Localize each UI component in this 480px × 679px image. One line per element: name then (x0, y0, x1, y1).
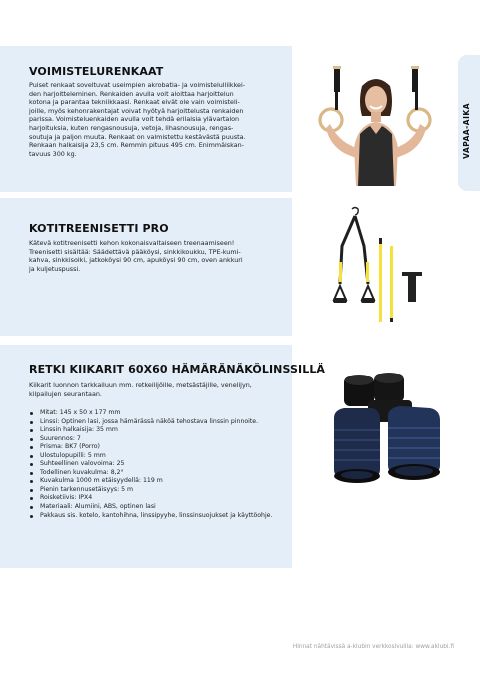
product-panel-home-training-set (0, 198, 292, 336)
binoculars-photo (330, 370, 450, 490)
spec-item: Prisma: BK7 (Porro) (29, 443, 289, 452)
product-description (29, 239, 281, 273)
spec-item: Ulostulopupilli: 5 mm (29, 452, 289, 461)
product-specs-list (29, 409, 289, 520)
spec-item: Pienin tarkennusetäisyys: 5 m (29, 486, 289, 495)
description-line: den harjoitteleminen. Renkaiden avulla voit aloittaa harjoittelun (29, 89, 234, 98)
spec-item: Pakkaus sis. kotelo, kantohihna, linssipyyhe, linssinsuojukset ja käyttöohje. (29, 512, 289, 521)
description-line: kotona ja parantaa tekniikkaasi. Renkaat eivät ole vain voimisteli- (29, 98, 240, 107)
spec-item: Roisketiivis: IPX4 (29, 494, 289, 503)
spec-item: Todellinen kuvakulma: 8,2° (29, 469, 289, 478)
product-panel-gymnastic-rings (0, 46, 292, 192)
description-line: kilpailujen seurantaan. (29, 389, 102, 398)
spec-item: Suhteellinen valovoima: 25 (29, 460, 289, 469)
spec-item: Suurennos: 7 (29, 435, 289, 444)
product-title: VOIMISTELURENKAAT (29, 65, 164, 78)
footer-note: Hinnat nähtävissä a-klubin verkkosivuilla: www.aklubi.fi (292, 644, 454, 650)
section-side-tab-label: VAPAA-AIKA (462, 103, 471, 159)
product-title: RETKI KIIKARIT 60X60 HÄMÄRÄNÄKÖLINSSILLÄ (29, 363, 326, 376)
suspension-trainer-photo (328, 206, 428, 326)
spec-item: Linssin halkaisija: 35 mm (29, 426, 289, 435)
product-description (29, 381, 281, 398)
description-line: Kiikarit luonnon tarkkailuun mm. retkeilijöille, metsästäjille, venelijyn, (29, 381, 252, 389)
spec-item: Kuvakulma 1000 m etäisyydellä: 119 m (29, 477, 289, 486)
description-line: kahva, sinkkisolki, jatkoköysi 90 cm, apuköysi 90 cm, oven ankkuri (29, 256, 243, 265)
description-line: Puiset renkaat soveltuvat useimpien akrobatia- ja voimistelulliikkei- (29, 81, 246, 89)
description-line: parissa. Voimisteluenkaiden avulla voit tehdä erilaisia ylävartalon (29, 115, 240, 124)
gymnastic-rings-photo (316, 62, 436, 186)
product-title: KOTITREENISETTI PRO (29, 222, 169, 235)
description-line: Kätevä kotitreenisetti kehon kokonaisvaltaiseen treenaamiseen! (29, 239, 235, 247)
description-line: Renkaan halkaisija 23,5 cm. Remmin pituus 495 cm. Enimmäiskan- (29, 141, 244, 150)
description-line: joille, myös kehonrakentajat voivat hyötyä harjoittelusta renkaiden (29, 106, 244, 115)
description-line: ja kuljetuspussi. (29, 264, 81, 273)
description-line: tavuus 300 kg. (29, 149, 77, 158)
spec-item: Linssi: Optinen lasi, jossa hämärässä näköä tehostava linssin pinnoite. (29, 418, 289, 427)
description-line: soutuja ja paljon muuta. Renkaat on valmistettu kestävästä puusta. (29, 132, 246, 141)
product-description (29, 81, 281, 158)
spec-item: Mitat: 145 x 50 x 177 mm (29, 409, 289, 418)
description-line: Treenisetti sisältää: Säädettävä pääköysi, sinkkikoukku, TPE-kumi- (29, 247, 241, 256)
description-line: harjoituksia, kuten rengasnousuja, vetoja, lihasnousuja, rengas- (29, 123, 234, 132)
spec-item: Materiaali: Alumiini, ABS, optinen lasi (29, 503, 289, 512)
section-side-tab (458, 55, 480, 191)
